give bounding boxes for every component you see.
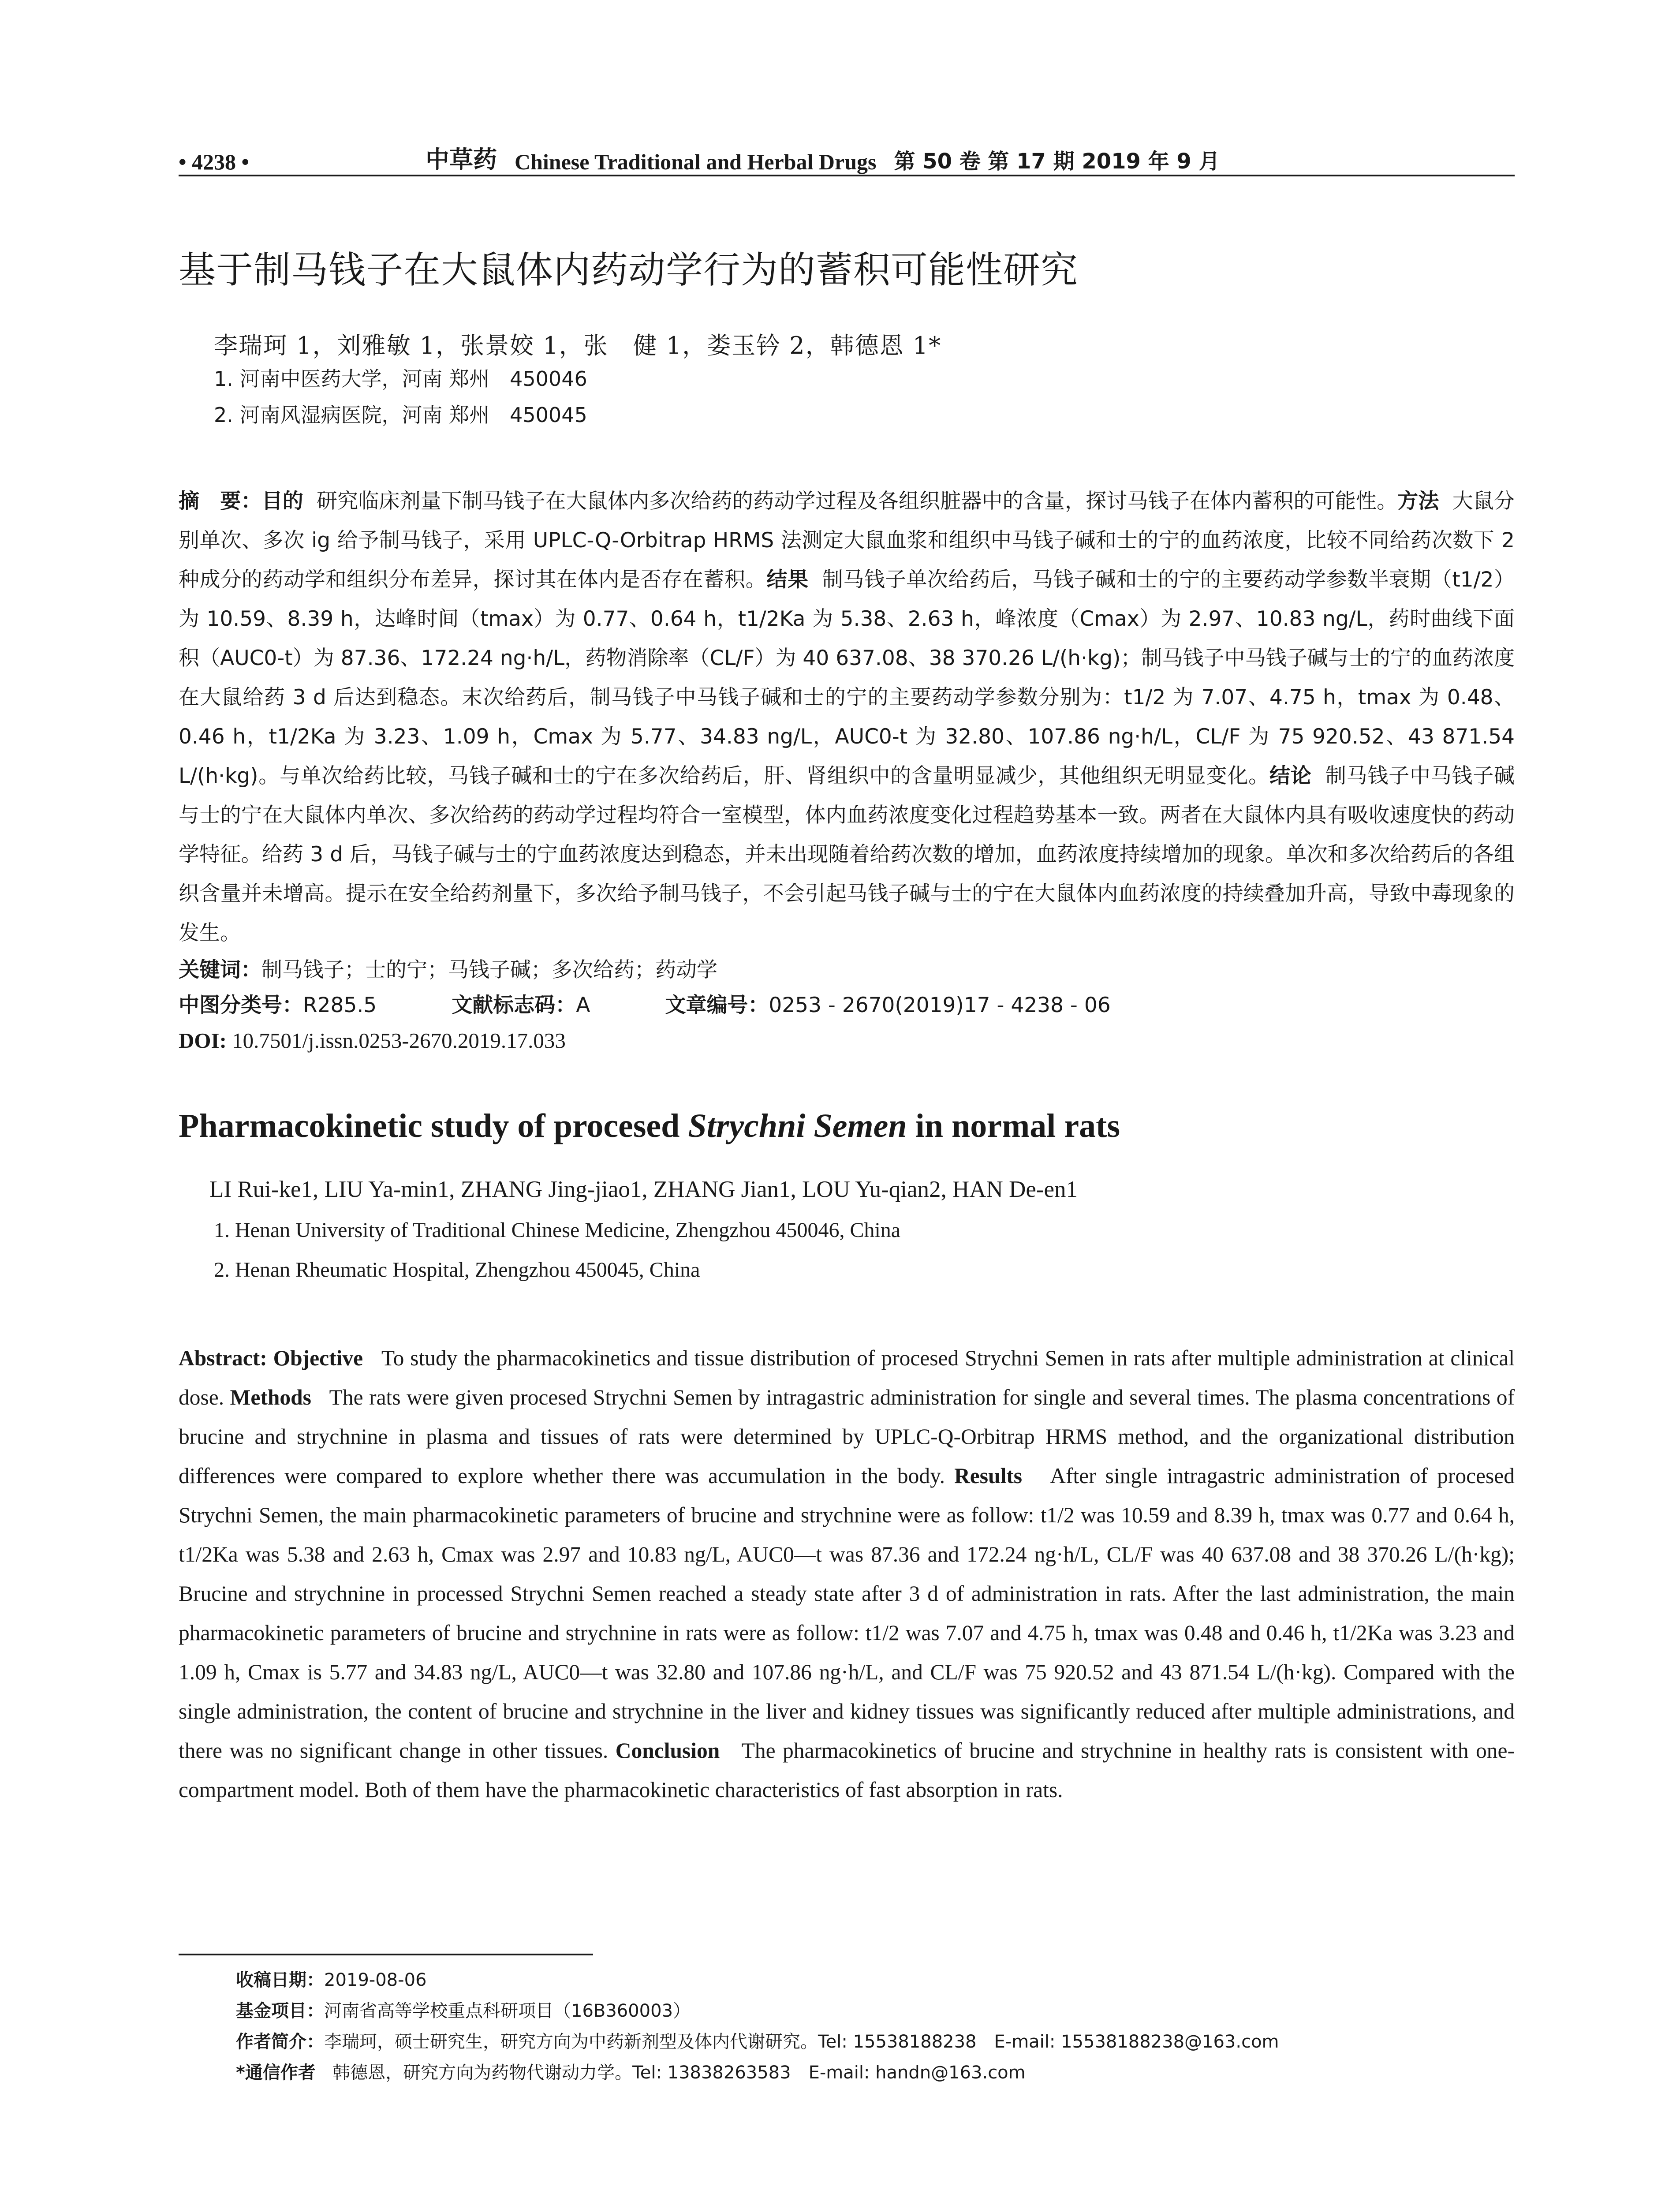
affiliation-en-1: 1. Henan University of Traditional Chinese Medicine, Zhengzhou 450046, China	[214, 1218, 901, 1242]
methods-en: The rats were given procesed Strychni Semen by intragastric administration for single and several times. The plasma concentrations of brucine and strychnine in plasma and tissues of rats were determined by UPLC-Q-Orbitrap HRMS method, and the organizational distribution differences were compared to explore whether there was accumulation in the body.	[179, 1385, 1515, 1488]
doi-label: DOI:	[179, 1028, 227, 1053]
running-header	[179, 132, 1515, 176]
footnote-divider	[179, 1954, 593, 1955]
abstract-zh-label: 摘 要：	[179, 489, 262, 513]
abstract-en	[179, 1338, 1515, 1809]
title-zh: 基于制马钱子在大鼠体内药动学行为的蓄积可能性研究	[179, 248, 1079, 292]
fund-label: 基金项目：	[236, 2001, 324, 2021]
objective-zh-label: 目的	[261, 489, 303, 513]
conclusion-zh-label: 结论	[1269, 764, 1312, 788]
footnote-corresponding	[236, 2057, 1515, 2088]
received-label: 收稿日期：	[236, 1970, 324, 1990]
title-en-italic: Strychni Semen	[688, 1107, 907, 1144]
affiliation-zh-1: 1. 河南中医药大学，河南 郑州 450046	[214, 367, 587, 391]
methods-zh: 大鼠分别单次、多次 ig 给予制马钱子，采用 UPLC-Q-Orbitrap HRMS 法测定大鼠血浆和组织中马钱子碱和士的宁的血药浓度，比较不同给药次数下 2 种成分的药动学和组织分布差异，探讨其在体内是否存在蓄积。	[179, 489, 1515, 592]
keywords-label: 关键词：	[179, 958, 261, 982]
results-zh: 制马钱子单次给药后，马钱子碱和士的宁的主要药动学参数半衰期（t1/2）为 10.59、8.39 h，达峰时间（tmax）为 0.77、0.64 h，t1/2Ka 为 5.38、2.63 h，峰浓度（Cmax）为 2.97、10.83 ng/L，药时曲线下面积（AUC0-t）为 87.36、172.24 ng·h/L，药物消除率（CL/F）为 40 637.08、38 370.26 L/(h·kg)；制马钱子中马钱子碱与士的宁的血药浓度在大鼠给药 3 d 后达到稳态。末次给药后，制马钱子中马钱子碱和士的宁的主要药动学参数分别为：t1/2 为 7.07、4.75 h，tmax 为 0.48、0.46 h，t1/2Ka 为 3.23、1.09 h，Cmax 为 5.77、34.83 ng/L，AUC0-t 为 32.80、107.86 ng·h/L，CL/F 为 75 920.52、43 871.54 L/(h·kg)。与单次给药比较，马钱子碱和士的宁在多次给药后，肝、肾组织中的含量明显减少，其他组织无明显变化。	[179, 568, 1515, 788]
conclusion-en-label: Conclusion	[615, 1738, 720, 1763]
keywords-zh	[179, 953, 1515, 988]
footnote-author	[236, 2026, 1515, 2057]
article-no-value: 0253 - 2670(2019)17 - 4238 - 06	[769, 993, 1111, 1017]
corresponding-label: *通信作者	[236, 2063, 316, 2083]
doc-code-label: 文献标志码：	[452, 993, 576, 1017]
clc-value: R285.5	[303, 993, 377, 1017]
journal-name-en: Chinese Traditional and Herbal Drugs	[515, 149, 877, 174]
page-number: • 4238 •	[179, 149, 250, 174]
affiliation-zh-2: 2. 河南风湿病医院，河南 郑州 450045	[214, 403, 587, 427]
corresponding-value: 韩德恩，研究方向为药物代谢动力学。Tel: 13838263583 E-mail: handn@163.com	[332, 2063, 1026, 2083]
author-bio-value: 李瑞珂，硕士研究生，研究方向为中药新剂型及体内代谢研究。Tel: 15538188238 E-mail: 15538188238@163.com	[324, 2032, 1279, 2052]
affiliation-en-2: 2. Henan Rheumatic Hospital, Zhengzhou 450045, China	[214, 1258, 700, 1282]
doi-value: 10.7501/j.issn.0253-2670.2019.17.033	[232, 1028, 566, 1053]
conclusion-en: The pharmacokinetics of brucine and strychnine in healthy rats is consistent with one-compartment model. Both of them have the pharmacokinetic characteristics of fast absorption in rats.	[179, 1738, 1515, 1802]
authors-zh: 李瑞珂 1，刘雅敏 1，张景姣 1，张 健 1，娄玉钤 2，韩德恩 1*	[214, 332, 942, 359]
methods-zh-label: 方法	[1397, 489, 1439, 513]
issue-info: 第 50 卷 第 17 期 2019 年 9 月	[894, 149, 1220, 174]
conclusion-zh: 制马钱子中马钱子碱与士的宁在大鼠体内单次、多次给药的药动学过程均符合一室模型，体内血药浓度变化过程趋势基本一致。两者在大鼠体内具有吸收速度快的药动学特征。给药 3 d 后，马钱子碱与士的宁血药浓度达到稳态，并未出现随着给药次数的增加，血药浓度持续增加的现象。单次和多次给药后的各组织含量并未增高。提示在安全给药剂量下，多次给予制马钱子，不会引起马钱子碱与士的宁在大鼠体内血药浓度的持续叠加升高，导致中毒现象的发生。	[179, 764, 1515, 945]
results-en: After single intragastric administration of procesed Strychni Semen, the main pharmacokinetic parameters of brucine and strychnine were as follow: t1/2 was 10.59 and 8.39 h, tmax was 0.77 and 0.64 h, t1/2Ka was 5.38 and 2.63 h, Cmax was 2.97 and 10.83 ng/L, AUC0—t was 87.36 and 172.24 ng·h/L, CL/F was 40 637.08 and 38 370.26 L/(h·kg); Brucine and strychnine in processed Strychni Semen reached a steady state after 3 d of administration in rats. After the last administration, the main pharmacokinetic parameters of brucine and strychnine in rats were as follow: t1/2 was 7.07 and 4.75 h, tmax was 0.48 and 0.46 h, t1/2Ka was 3.23 and 1.09 h, Cmax is 5.77 and 34.83 ng/L, AUC0—t was 32.80 and 107.86 ng·h/L, and CL/F was 75 920.52 and 43 871.54 L/(h·kg). Compared with the single administration, the content of brucine and strychnine in the liver and kidney tissues was significantly reduced after multiple administrations, and there was no significant change in other tissues.	[179, 1464, 1515, 1763]
abstract-en-label: Abstract:	[179, 1346, 267, 1370]
abstract-zh	[179, 482, 1515, 953]
footnote-received	[236, 1965, 1515, 1996]
footnotes	[236, 1965, 1515, 2088]
objective-zh: 研究临床剂量下制马钱子在大鼠体内多次给药的药动学过程及各组织脏器中的含量，探讨马钱子在体内蓄积的可能性。	[317, 489, 1398, 513]
results-en-label: Results	[954, 1464, 1023, 1488]
clc-label: 中图分类号：	[179, 993, 303, 1017]
doi-line	[179, 1023, 1515, 1058]
results-zh-label: 结果	[766, 568, 809, 592]
footnote-fund	[236, 1996, 1515, 2026]
fund-value: 河南省高等学校重点科研项目（16B360003）	[324, 2001, 691, 2021]
doc-code-value: A	[576, 993, 590, 1017]
objective-en-label: Objective	[273, 1346, 363, 1370]
title-en-before: Pharmacokinetic study of procesed	[179, 1107, 688, 1144]
authors-en: LI Rui-ke1, LIU Ya-min1, ZHANG Jing-jiao1, ZHANG Jian1, LOU Yu-qian2, HAN De-en1	[209, 1177, 1078, 1202]
objective-en: To study the pharmacokinetics and tissue distribution of procesed Strychni Semen in rats after multiple administration at clinical dose.	[179, 1346, 1515, 1409]
article-no-label: 文章编号：	[665, 993, 769, 1017]
journal-name-zh: 中草药	[426, 146, 497, 173]
methods-en-label: Methods	[230, 1385, 311, 1409]
title-en	[179, 1107, 1515, 1145]
classification-row	[179, 988, 1515, 1023]
author-bio-label: 作者简介：	[236, 2032, 324, 2052]
title-en-after: in normal rats	[907, 1107, 1120, 1144]
keywords-value: 制马钱子；士的宁；马钱子碱；多次给药；药动学	[261, 958, 717, 982]
received-value: 2019-08-06	[324, 1970, 427, 1990]
paper-page	[179, 132, 1515, 1809]
